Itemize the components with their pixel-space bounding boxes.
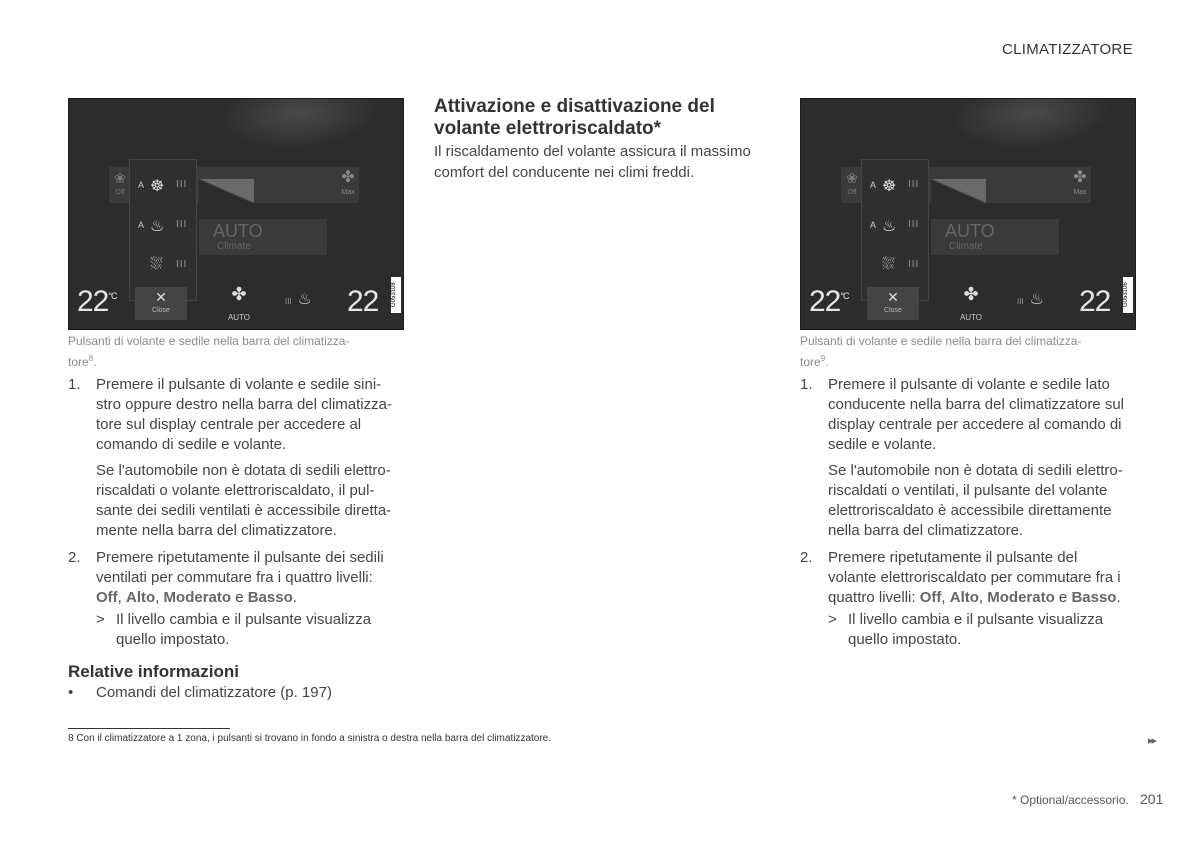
dashboard-glow [938, 98, 1123, 149]
temp-left: $22^{^\circ C}$ [809, 285, 849, 318]
seat-vent-icon: ⛆ [150, 256, 163, 273]
seat-heat-icon: ♨ [150, 218, 165, 235]
climate-bar-screenshot-left [68, 98, 404, 330]
page-number: 201 [1140, 791, 1164, 807]
dashboard-glow [206, 98, 391, 149]
auto-fan-icon: ✤ AUTO [227, 284, 251, 322]
bullet: • [68, 684, 74, 701]
fan-max-icon: ✤ Max [1073, 169, 1087, 196]
auto-label: AUTO [213, 221, 263, 241]
step1-note: Se l'automobile non è dotata di sedili elettro- riscaldati o ventilati, il pulsante del volante elettroriscaldato è accessibile direttamente nella barra del climatizzatore. [828, 462, 1123, 539]
step-number: 1. [800, 376, 813, 393]
section-heading: Attivazione e disattivazione del volante elettroriscaldato* [434, 96, 715, 139]
footnote-divider [68, 728, 230, 729]
fan-level-ramp [199, 179, 254, 203]
continue-arrow-icon: ▸▸ [1148, 735, 1156, 747]
step2-result: > Il livello cambia e il pulsante visualizza quello impostato. [96, 611, 372, 648]
steps-right [800, 375, 1140, 675]
step1-text: Premere il pulsante di volante e sedile sini- stro oppure destro nella barra del climatizza- tore sul display centrale per accedere al comando di sedile e volante. [96, 376, 392, 453]
auto-climate-box [931, 219, 1059, 255]
section-title: CLIMATIZZATORE [1002, 41, 1133, 58]
fan-max-icon: ✤ Max [341, 169, 355, 196]
related-list [68, 683, 408, 703]
seat-heat-row: A ♨ III [870, 218, 920, 235]
seat-heat-right-icon: III ♨ [285, 291, 313, 308]
optional-note: * Optional/accessorio. [1012, 793, 1129, 807]
seat-heat-row: A ♨ III [138, 218, 188, 235]
steering-wheel-heat-row: A ☸ III [870, 178, 920, 195]
step-number: 1. [68, 376, 81, 393]
steering-wheel-heat-icon: ☸ [882, 178, 897, 195]
step2-text: Premere ripetutamente il pulsante dei sedili ventilati per commutare fra i quattro livelli: Off, Alto, Moderato e Basso. [96, 549, 384, 606]
temp-right: 22 [1079, 285, 1111, 318]
image-code: G053106 [1123, 277, 1133, 313]
auto-fan-icon: ✤ AUTO [959, 284, 983, 322]
auto-label: AUTO [945, 221, 995, 241]
seat-vent-row: ⛆ III [882, 256, 920, 273]
seat-wheel-menu [861, 159, 929, 301]
image-code: G053108 [391, 277, 401, 313]
climate-bar-screenshot-right [800, 98, 1136, 330]
temp-right: 22 [347, 285, 379, 318]
related-title: Relative informazioni [68, 662, 239, 681]
seat-heat-icon: ♨ [882, 218, 897, 235]
climate-label: Climate [217, 241, 251, 252]
step-number: 2. [68, 549, 81, 566]
fan-off-icon: ❀ Off [114, 170, 126, 196]
fan-level-ramp [931, 179, 986, 203]
step1-note: Se l'automobile non è dotata di sedili elettro- riscaldati o volante elettroriscaldato, il pul- sante dei sedili ventilati è accessibile diretta- mente nella barra del climatizzatore. [96, 462, 392, 539]
footnote: 8 Con il climatizzatore a 1 zona, i pulsanti si trovano in fondo a sinistra o destra nella barra del climatizzatore. [68, 733, 552, 744]
climate-label: Climate [949, 241, 983, 252]
section-intro: Il riscaldamento del volante assicura il massimo comfort del conducente nei climi freddi. [434, 143, 751, 181]
seat-wheel-menu [129, 159, 197, 301]
temp-left: $22^{^\circ C}$ [77, 285, 117, 318]
steps-left [68, 375, 408, 675]
auto-climate-box [199, 219, 327, 255]
step1-text: Premere il pulsante di volante e sedile lato conducente nella barra del climatizzatore sul display centrale per accedere al comando di sedile e volante. [828, 376, 1124, 453]
step2-result: > Il livello cambia e il pulsante visualizza quello impostato. [828, 611, 1104, 648]
step2-text: Premere ripetutamente il pulsante del volante elettroriscaldato per commutare fra i quattro livelli: Off, Alto, Moderato e Basso. [828, 549, 1121, 606]
seat-vent-icon: ⛆ [882, 256, 895, 273]
seat-heat-right-icon: III ♨ [1017, 291, 1045, 308]
close-icon: ✕ [155, 289, 167, 305]
close-icon: ✕ [887, 289, 899, 305]
related-link[interactable]: Comandi del climatizzatore (p. 197) [96, 684, 332, 701]
caption-right: Pulsanti di volante e sedile nella barra del climatizza- tore$^9$. [800, 334, 1082, 369]
steering-wheel-heat-row: A ☸ III [138, 178, 188, 195]
steering-wheel-heat-icon: ☸ [150, 178, 165, 195]
step-number: 2. [800, 549, 813, 566]
caption-left: Pulsanti di volante e sedile nella barra del climatizza- tore$^8$. [68, 334, 350, 369]
close-button: ✕ Close [135, 287, 187, 320]
close-button: ✕ Close [867, 287, 919, 320]
fan-off-icon: ❀ Off [846, 170, 858, 196]
seat-vent-row: ⛆ III [150, 256, 188, 273]
